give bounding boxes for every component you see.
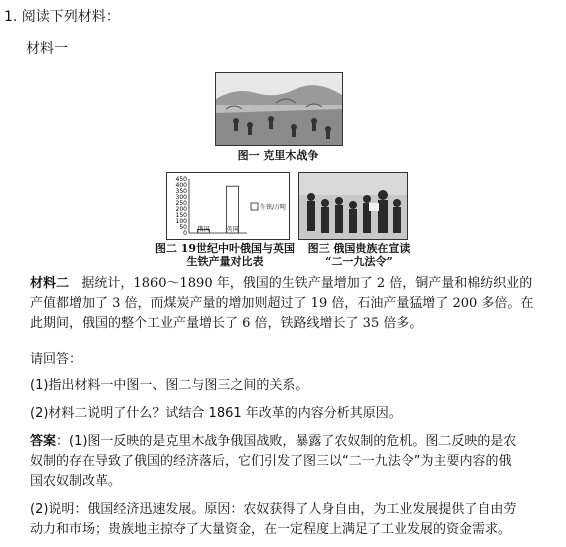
question-title: 1. 阅读下列材料： — [4, 9, 120, 25]
y-tick-label: 150 — [175, 212, 187, 219]
chart-svg — [167, 173, 289, 239]
y-tick-label: 350 — [175, 188, 187, 195]
material2-paragraph — [30, 274, 566, 334]
figure1-caption: 图一 克里木战争 — [237, 149, 319, 162]
answer-2-line2: 动力和市场；贵族地主掠夺了大量资金，在一定程度上满足了工业发展的资金需求。 — [30, 522, 512, 537]
answer-1-text-line1: ：(1)图一反映的是克里木战争俄国战败，暴露了农奴制的危机。图二反映的是农 — [56, 434, 517, 449]
y-tick-label: 200 — [175, 206, 187, 213]
figure2-caption-line2: 生铁产量对比表 — [186, 255, 264, 268]
question-1: (1)指出材料一中图一、图二与图三之间的关系。 — [30, 378, 309, 393]
material2-label: 材料二 — [30, 276, 70, 291]
answer-label: 答案 — [30, 434, 57, 449]
material2-line2: 产值都增加了 3 倍，而煤炭产量的增加则超过了 19 倍，石油产量猛增了 200 多倍。在 — [30, 296, 534, 311]
material1-label: 材料一 — [26, 41, 68, 57]
y-tick-label: 400 — [175, 182, 187, 189]
figure3-caption-line1: 图三 俄国贵族在宣读 — [307, 242, 411, 255]
y-tick-label: 100 — [175, 218, 187, 225]
decree-reading-image — [298, 172, 408, 240]
legend-swatch — [251, 203, 258, 210]
figure3-caption — [300, 242, 418, 268]
material2-line3: 此期间，俄国的整个工业产量增长了 6 倍，铁路线增长了 35 倍多。 — [30, 316, 423, 331]
ask-label: 请回答： — [30, 352, 83, 367]
material2-line1 — [30, 274, 566, 294]
y-tick-label: 50 — [179, 224, 187, 231]
figure2-caption — [150, 242, 300, 268]
answer-1-line3: 国农奴制改革。 — [30, 474, 122, 489]
crimean-war-image — [215, 72, 343, 146]
x-tick-label: 俄国 — [197, 226, 210, 233]
y-tick-label: 0 — [183, 230, 187, 237]
figure3-caption-line2: “二一九法令” — [325, 255, 393, 268]
answer-1 — [30, 432, 564, 492]
x-tick-label: 英国 — [226, 226, 239, 233]
iron-output-chart — [166, 172, 290, 240]
question-2: (2)材料二说明了什么？试结合 1861 年改革的内容分析其原因。 — [30, 406, 402, 421]
y-tick-label: 450 — [175, 176, 187, 183]
material2-text-line1: 据统计，1860～1890 年，俄国的生铁产量增加了 2 倍，铜产量和棉纺织业的 — [81, 276, 533, 291]
y-tick-label: 300 — [175, 194, 187, 201]
y-tick-label: 250 — [175, 200, 187, 207]
legend-label: 生铁/万吨 — [260, 204, 287, 211]
answer-2-line1: (2)说明：俄国经济迅速发展。原因：农奴获得了人身自由，为工业发展提供了自由劳 — [30, 502, 517, 517]
answer-1-line2: 奴制的存在导致了俄国的经济落后，它们引发了图三以“二一九法令”为主要内容的俄 — [30, 454, 512, 469]
figure2-caption-line1: 图二 19世纪中叶俄国与英国 — [154, 242, 296, 255]
answer-2 — [30, 500, 564, 540]
answer-1-line1 — [30, 432, 564, 452]
